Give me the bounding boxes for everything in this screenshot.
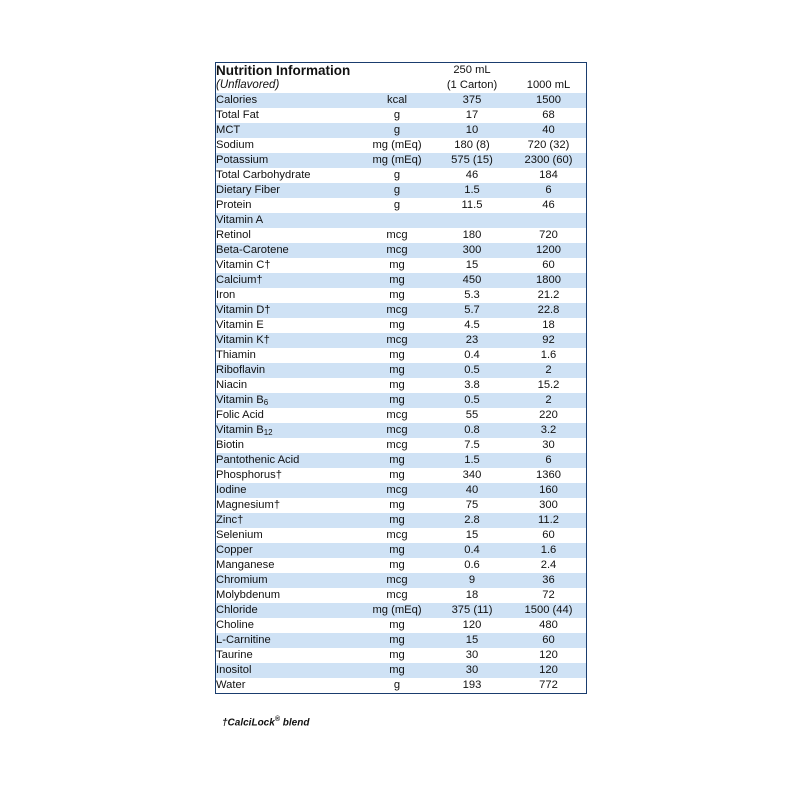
table-row	[216, 93, 586, 108]
nutrient-unit: mg (mEq)	[361, 603, 433, 618]
nutrient-name: Taurine	[216, 648, 361, 663]
nutrient-name: Iodine	[216, 483, 361, 498]
value-1000ml: 92	[511, 333, 586, 348]
nutrient-name: Beta-Carotene	[216, 243, 361, 258]
table-row	[216, 618, 586, 633]
nutrient-unit: mcg	[361, 228, 433, 243]
header-spacer	[361, 63, 433, 78]
nutrient-unit: mg (mEq)	[361, 153, 433, 168]
value-250ml: 375 (11)	[433, 603, 511, 618]
value-1000ml: 22.8	[511, 303, 586, 318]
nutrient-name: Retinol	[216, 228, 361, 243]
footnote: †CalciLock® blend	[222, 716, 310, 729]
nutrient-unit: mcg	[361, 438, 433, 453]
nutrient-name: Water	[216, 678, 361, 693]
table-row	[216, 648, 586, 663]
value-250ml: 5.7	[433, 303, 511, 318]
nutrient-unit: mg	[361, 543, 433, 558]
nutrient-name: Zinc†	[216, 513, 361, 528]
table-row	[216, 258, 586, 273]
value-250ml: 23	[433, 333, 511, 348]
nutrient-unit: mcg	[361, 243, 433, 258]
panel-title: Nutrition Information	[216, 63, 361, 78]
nutrition-information-panel	[215, 62, 587, 694]
table-row	[216, 348, 586, 363]
value-250ml: 0.6	[433, 558, 511, 573]
table-row	[216, 498, 586, 513]
table-row	[216, 123, 586, 138]
nutrient-unit: mg	[361, 558, 433, 573]
nutrient-unit: mcg	[361, 423, 433, 438]
value-250ml: 5.3	[433, 288, 511, 303]
nutrient-name: Dietary Fiber	[216, 183, 361, 198]
nutrient-name: Total Fat	[216, 108, 361, 123]
table-row	[216, 168, 586, 183]
value-250ml: 30	[433, 663, 511, 678]
value-250ml: 0.5	[433, 393, 511, 408]
value-1000ml: 772	[511, 678, 586, 693]
value-250ml: 1.5	[433, 183, 511, 198]
table-row	[216, 528, 586, 543]
value-250ml: 0.4	[433, 348, 511, 363]
value-250ml: 4.5	[433, 318, 511, 333]
nutrient-unit: mg	[361, 348, 433, 363]
nutrient-name: Sodium	[216, 138, 361, 153]
value-1000ml: 120	[511, 663, 586, 678]
value-1000ml: 300	[511, 498, 586, 513]
value-1000ml: 18	[511, 318, 586, 333]
nutrient-name: Molybdenum	[216, 588, 361, 603]
value-250ml: 15	[433, 528, 511, 543]
value-1000ml: 2300 (60)	[511, 153, 586, 168]
table-row	[216, 213, 586, 228]
table-row	[216, 303, 586, 318]
value-250ml: 75	[433, 498, 511, 513]
value-250ml: 11.5	[433, 198, 511, 213]
value-1000ml: 160	[511, 483, 586, 498]
nutrient-unit: mg	[361, 618, 433, 633]
nutrient-unit: mg	[361, 363, 433, 378]
value-250ml: 18	[433, 588, 511, 603]
nutrient-unit: kcal	[361, 93, 433, 108]
value-1000ml: 2	[511, 363, 586, 378]
panel-subtitle: (Unflavored)	[216, 78, 361, 93]
nutrient-name: Vitamin C†	[216, 258, 361, 273]
value-250ml: 450	[433, 273, 511, 288]
value-1000ml: 2.4	[511, 558, 586, 573]
nutrient-name: Niacin	[216, 378, 361, 393]
value-250ml: 575 (15)	[433, 153, 511, 168]
nutrient-unit: mg	[361, 513, 433, 528]
nutrient-unit: mcg	[361, 333, 433, 348]
value-250ml: 2.8	[433, 513, 511, 528]
nutrient-unit: mg	[361, 288, 433, 303]
nutrient-unit: mg	[361, 258, 433, 273]
table-row	[216, 183, 586, 198]
table-row	[216, 513, 586, 528]
nutrient-name: Pantothenic Acid	[216, 453, 361, 468]
nutrient-name: Magnesium†	[216, 498, 361, 513]
table-row	[216, 468, 586, 483]
value-250ml: 375	[433, 93, 511, 108]
nutrient-unit: g	[361, 168, 433, 183]
nutrient-name: Vitamin A	[216, 213, 361, 228]
value-250ml: 55	[433, 408, 511, 423]
table-row	[216, 558, 586, 573]
nutrient-name: Manganese	[216, 558, 361, 573]
nutrient-unit: mcg	[361, 573, 433, 588]
value-250ml: 0.4	[433, 543, 511, 558]
nutrient-unit: mcg	[361, 528, 433, 543]
table-row	[216, 198, 586, 213]
nutrient-name: MCT	[216, 123, 361, 138]
value-250ml: 300	[433, 243, 511, 258]
value-1000ml	[511, 213, 586, 228]
value-250ml: 180	[433, 228, 511, 243]
nutrition-table	[216, 63, 586, 693]
header-spacer-2	[511, 63, 586, 78]
nutrient-unit: mcg	[361, 588, 433, 603]
value-250ml: 0.8	[433, 423, 511, 438]
nutrient-unit: mg	[361, 453, 433, 468]
nutrient-name: Vitamin K†	[216, 333, 361, 348]
table-row	[216, 228, 586, 243]
nutrient-unit: mcg	[361, 408, 433, 423]
nutrient-name: Potassium	[216, 153, 361, 168]
nutrient-name: Calories	[216, 93, 361, 108]
value-250ml: 15	[433, 258, 511, 273]
value-1000ml: 15.2	[511, 378, 586, 393]
nutrient-name: Riboflavin	[216, 363, 361, 378]
nutrient-unit: mg	[361, 633, 433, 648]
value-1000ml: 2	[511, 393, 586, 408]
table-row	[216, 423, 586, 438]
nutrient-unit: g	[361, 183, 433, 198]
nutrient-name: Vitamin $B_{12}$	[216, 423, 361, 438]
value-1000ml: 1500	[511, 93, 586, 108]
value-1000ml: 3.2	[511, 423, 586, 438]
table-row	[216, 393, 586, 408]
nutrition-rows	[216, 93, 586, 693]
value-1000ml: 21.2	[511, 288, 586, 303]
nutrient-name: Chloride	[216, 603, 361, 618]
nutrient-unit: mg	[361, 498, 433, 513]
nutrient-unit: mg	[361, 393, 433, 408]
nutrient-unit: g	[361, 678, 433, 693]
value-1000ml: 40	[511, 123, 586, 138]
value-1000ml: 68	[511, 108, 586, 123]
value-1000ml: 720	[511, 228, 586, 243]
value-250ml: 1.5	[433, 453, 511, 468]
table-row	[216, 453, 586, 468]
table-row	[216, 408, 586, 423]
nutrient-name: Chromium	[216, 573, 361, 588]
table-row	[216, 138, 586, 153]
value-1000ml: 1.6	[511, 543, 586, 558]
nutrient-name: Iron	[216, 288, 361, 303]
value-1000ml: 36	[511, 573, 586, 588]
nutrient-name: L-Carnitine	[216, 633, 361, 648]
value-250ml: 193	[433, 678, 511, 693]
value-250ml: 30	[433, 648, 511, 663]
table-header-row-2	[216, 78, 586, 93]
nutrient-unit: mg	[361, 468, 433, 483]
value-250ml: 120	[433, 618, 511, 633]
table-row	[216, 288, 586, 303]
value-1000ml: 184	[511, 168, 586, 183]
table-row	[216, 633, 586, 648]
table-row	[216, 318, 586, 333]
column-header-carton: (1 Carton)	[433, 78, 511, 93]
table-row	[216, 273, 586, 288]
table-row	[216, 543, 586, 558]
value-1000ml: 120	[511, 648, 586, 663]
value-1000ml: 1360	[511, 468, 586, 483]
value-1000ml: 1800	[511, 273, 586, 288]
table-row	[216, 108, 586, 123]
table-row	[216, 363, 586, 378]
table-row	[216, 378, 586, 393]
value-1000ml: 480	[511, 618, 586, 633]
value-1000ml: 1500 (44)	[511, 603, 586, 618]
value-1000ml: 220	[511, 408, 586, 423]
value-1000ml: 6	[511, 183, 586, 198]
value-250ml: 9	[433, 573, 511, 588]
nutrient-name: Vitamin E	[216, 318, 361, 333]
table-row	[216, 438, 586, 453]
value-1000ml: 72	[511, 588, 586, 603]
nutrient-unit: mcg	[361, 303, 433, 318]
value-250ml: 17	[433, 108, 511, 123]
nutrient-unit	[361, 213, 433, 228]
value-250ml: 180 (8)	[433, 138, 511, 153]
nutrient-unit: mg	[361, 663, 433, 678]
value-1000ml: 30	[511, 438, 586, 453]
value-1000ml: 1200	[511, 243, 586, 258]
nutrient-name: Biotin	[216, 438, 361, 453]
value-1000ml: 46	[511, 198, 586, 213]
value-250ml: 40	[433, 483, 511, 498]
header-spacer-3	[361, 78, 433, 93]
nutrient-unit: mg	[361, 273, 433, 288]
value-250ml: 15	[433, 633, 511, 648]
value-250ml: 46	[433, 168, 511, 183]
nutrient-name: Calcium†	[216, 273, 361, 288]
nutrient-name: Vitamin $B_6$	[216, 393, 361, 408]
nutrient-name: Phosphorus†	[216, 468, 361, 483]
table-row	[216, 483, 586, 498]
nutrient-unit: mg	[361, 378, 433, 393]
nutrient-name: Inositol	[216, 663, 361, 678]
value-250ml	[433, 213, 511, 228]
nutrient-name: Folic Acid	[216, 408, 361, 423]
value-1000ml: 1.6	[511, 348, 586, 363]
table-row	[216, 153, 586, 168]
column-header-250ml: 250 mL	[433, 63, 511, 78]
value-250ml: 10	[433, 123, 511, 138]
value-1000ml: 60	[511, 258, 586, 273]
table-row	[216, 663, 586, 678]
nutrient-unit: mg	[361, 648, 433, 663]
nutrient-name: Protein	[216, 198, 361, 213]
nutrient-unit: g	[361, 198, 433, 213]
value-1000ml: 60	[511, 528, 586, 543]
nutrient-name: Vitamin D†	[216, 303, 361, 318]
nutrient-name: Thiamin	[216, 348, 361, 363]
value-250ml: 0.5	[433, 363, 511, 378]
table-row	[216, 588, 586, 603]
nutrient-name: Choline	[216, 618, 361, 633]
table-row	[216, 573, 586, 588]
nutrient-name: Copper	[216, 543, 361, 558]
table-header-row-1	[216, 63, 586, 78]
value-250ml: 7.5	[433, 438, 511, 453]
nutrient-unit: g	[361, 123, 433, 138]
table-row	[216, 333, 586, 348]
nutrient-name: Total Carbohydrate	[216, 168, 361, 183]
value-1000ml: 720 (32)	[511, 138, 586, 153]
nutrient-unit: g	[361, 108, 433, 123]
table-row	[216, 603, 586, 618]
value-1000ml: 11.2	[511, 513, 586, 528]
nutrient-name: Selenium	[216, 528, 361, 543]
table-row	[216, 243, 586, 258]
nutrient-unit: mg	[361, 318, 433, 333]
value-250ml: 3.8	[433, 378, 511, 393]
nutrient-unit: mg (mEq)	[361, 138, 433, 153]
table-row	[216, 678, 586, 693]
value-1000ml: 60	[511, 633, 586, 648]
nutrient-unit: mcg	[361, 483, 433, 498]
value-250ml: 340	[433, 468, 511, 483]
value-1000ml: 6	[511, 453, 586, 468]
column-header-1000ml: 1000 mL	[511, 78, 586, 93]
